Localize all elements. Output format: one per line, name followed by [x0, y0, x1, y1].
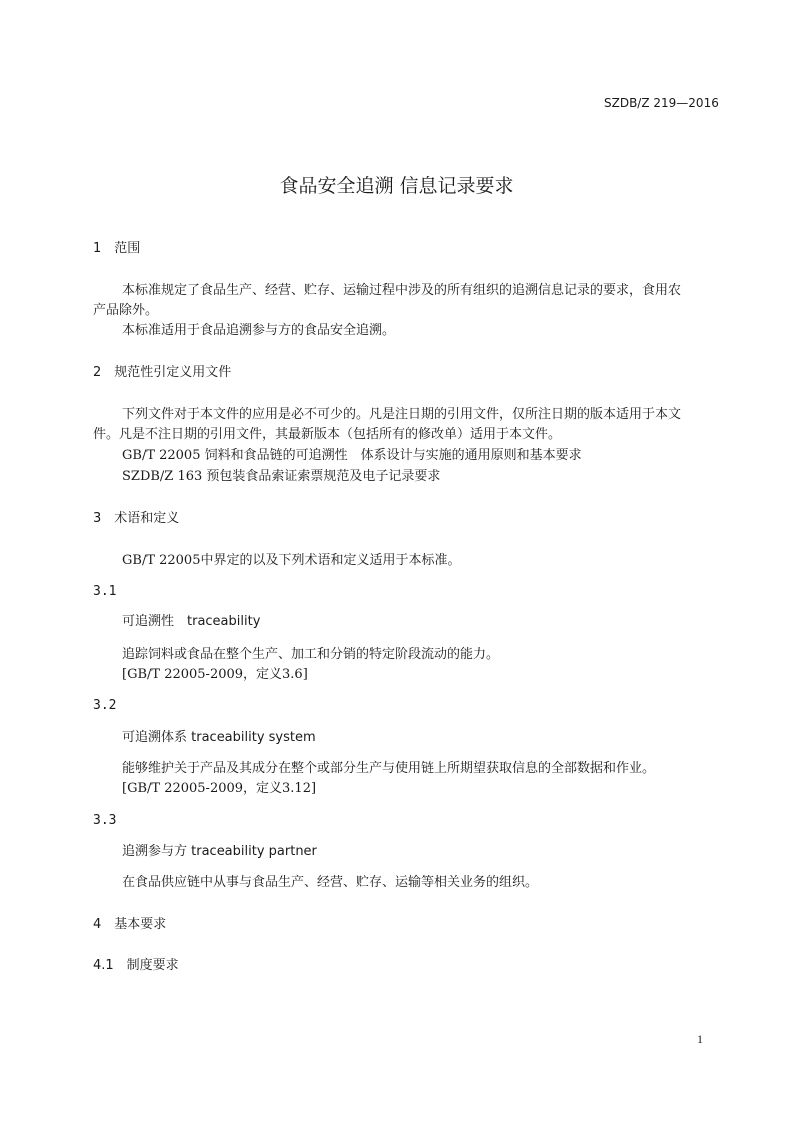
normative-reference-1: GB/T 22005 饲料和食品链的可追溯性 体系设计与实施的通用原则和基本要求	[122, 448, 582, 463]
section-2-paragraph-line-1: 下列文件对于本文件的应用是必不可少的。凡是注日期的引用文件，仅所注日期的版本适用于本文	[122, 407, 682, 422]
section-1-paragraph-1-line-1: 本标准规定了食品生产、经营、贮存、运输过程中涉及的所有组织的追溯信息记录的要求，食用农	[122, 283, 682, 298]
normative-reference-2: SZDB/Z 163 预包装食品索证索票规范及电子记录要求	[122, 469, 441, 484]
section-3-intro: GB/T 22005中界定的以及下列术语和定义适用于本标准。	[122, 553, 461, 568]
term-3-2-definition: 能够维护关于产品及其成分在整个或部分生产与使用链上所期望获取信息的全部数据和作业。	[122, 761, 656, 776]
term-3-2-source: [GB/T 22005-2009，定义3.12]	[122, 781, 317, 796]
term-3-3-definition: 在食品供应链中从事与食品生产、经营、贮存、运输等相关业务的组织。	[122, 875, 539, 890]
term-3-2-number: 3.2	[93, 698, 117, 713]
section-1-paragraph-2: 本标准适用于食品追溯参与方的食品安全追溯。	[122, 323, 396, 338]
term-3-1-definition: 追踪饲料或食品在整个生产、加工和分销的特定阶段流动的能力。	[122, 647, 500, 662]
section-1-heading: 1 范围	[93, 241, 141, 256]
section-2-paragraph-line-2: 件。凡是不注日期的引用文件，其最新版本（包括所有的修改单）适用于本文件。	[93, 427, 562, 442]
section-4-heading: 4 基本要求	[93, 917, 167, 932]
section-4-1-heading: 4.1 制度要求	[93, 958, 179, 973]
document-title: 食品安全追溯 信息记录要求	[279, 175, 514, 197]
term-3-1-source: [GB/T 22005-2009，定义3.6]	[122, 667, 308, 682]
section-3-heading: 3 术语和定义	[93, 511, 180, 526]
term-3-3-number: 3.3	[93, 813, 117, 828]
term-3-3-name: 追溯参与方 traceability partner	[122, 844, 317, 859]
standard-code: SZDB/Z 219—2016	[604, 96, 719, 110]
term-3-2-name: 可追溯体系 traceability system	[122, 730, 316, 745]
page-number: 1	[697, 1032, 703, 1046]
section-1-paragraph-1-line-2: 产品除外。	[93, 303, 159, 318]
term-3-1-name: 可追溯性 traceability	[122, 614, 261, 629]
term-3-1-number: 3.1	[93, 584, 117, 599]
section-2-heading: 2 规范性引定义用文件	[93, 365, 232, 380]
